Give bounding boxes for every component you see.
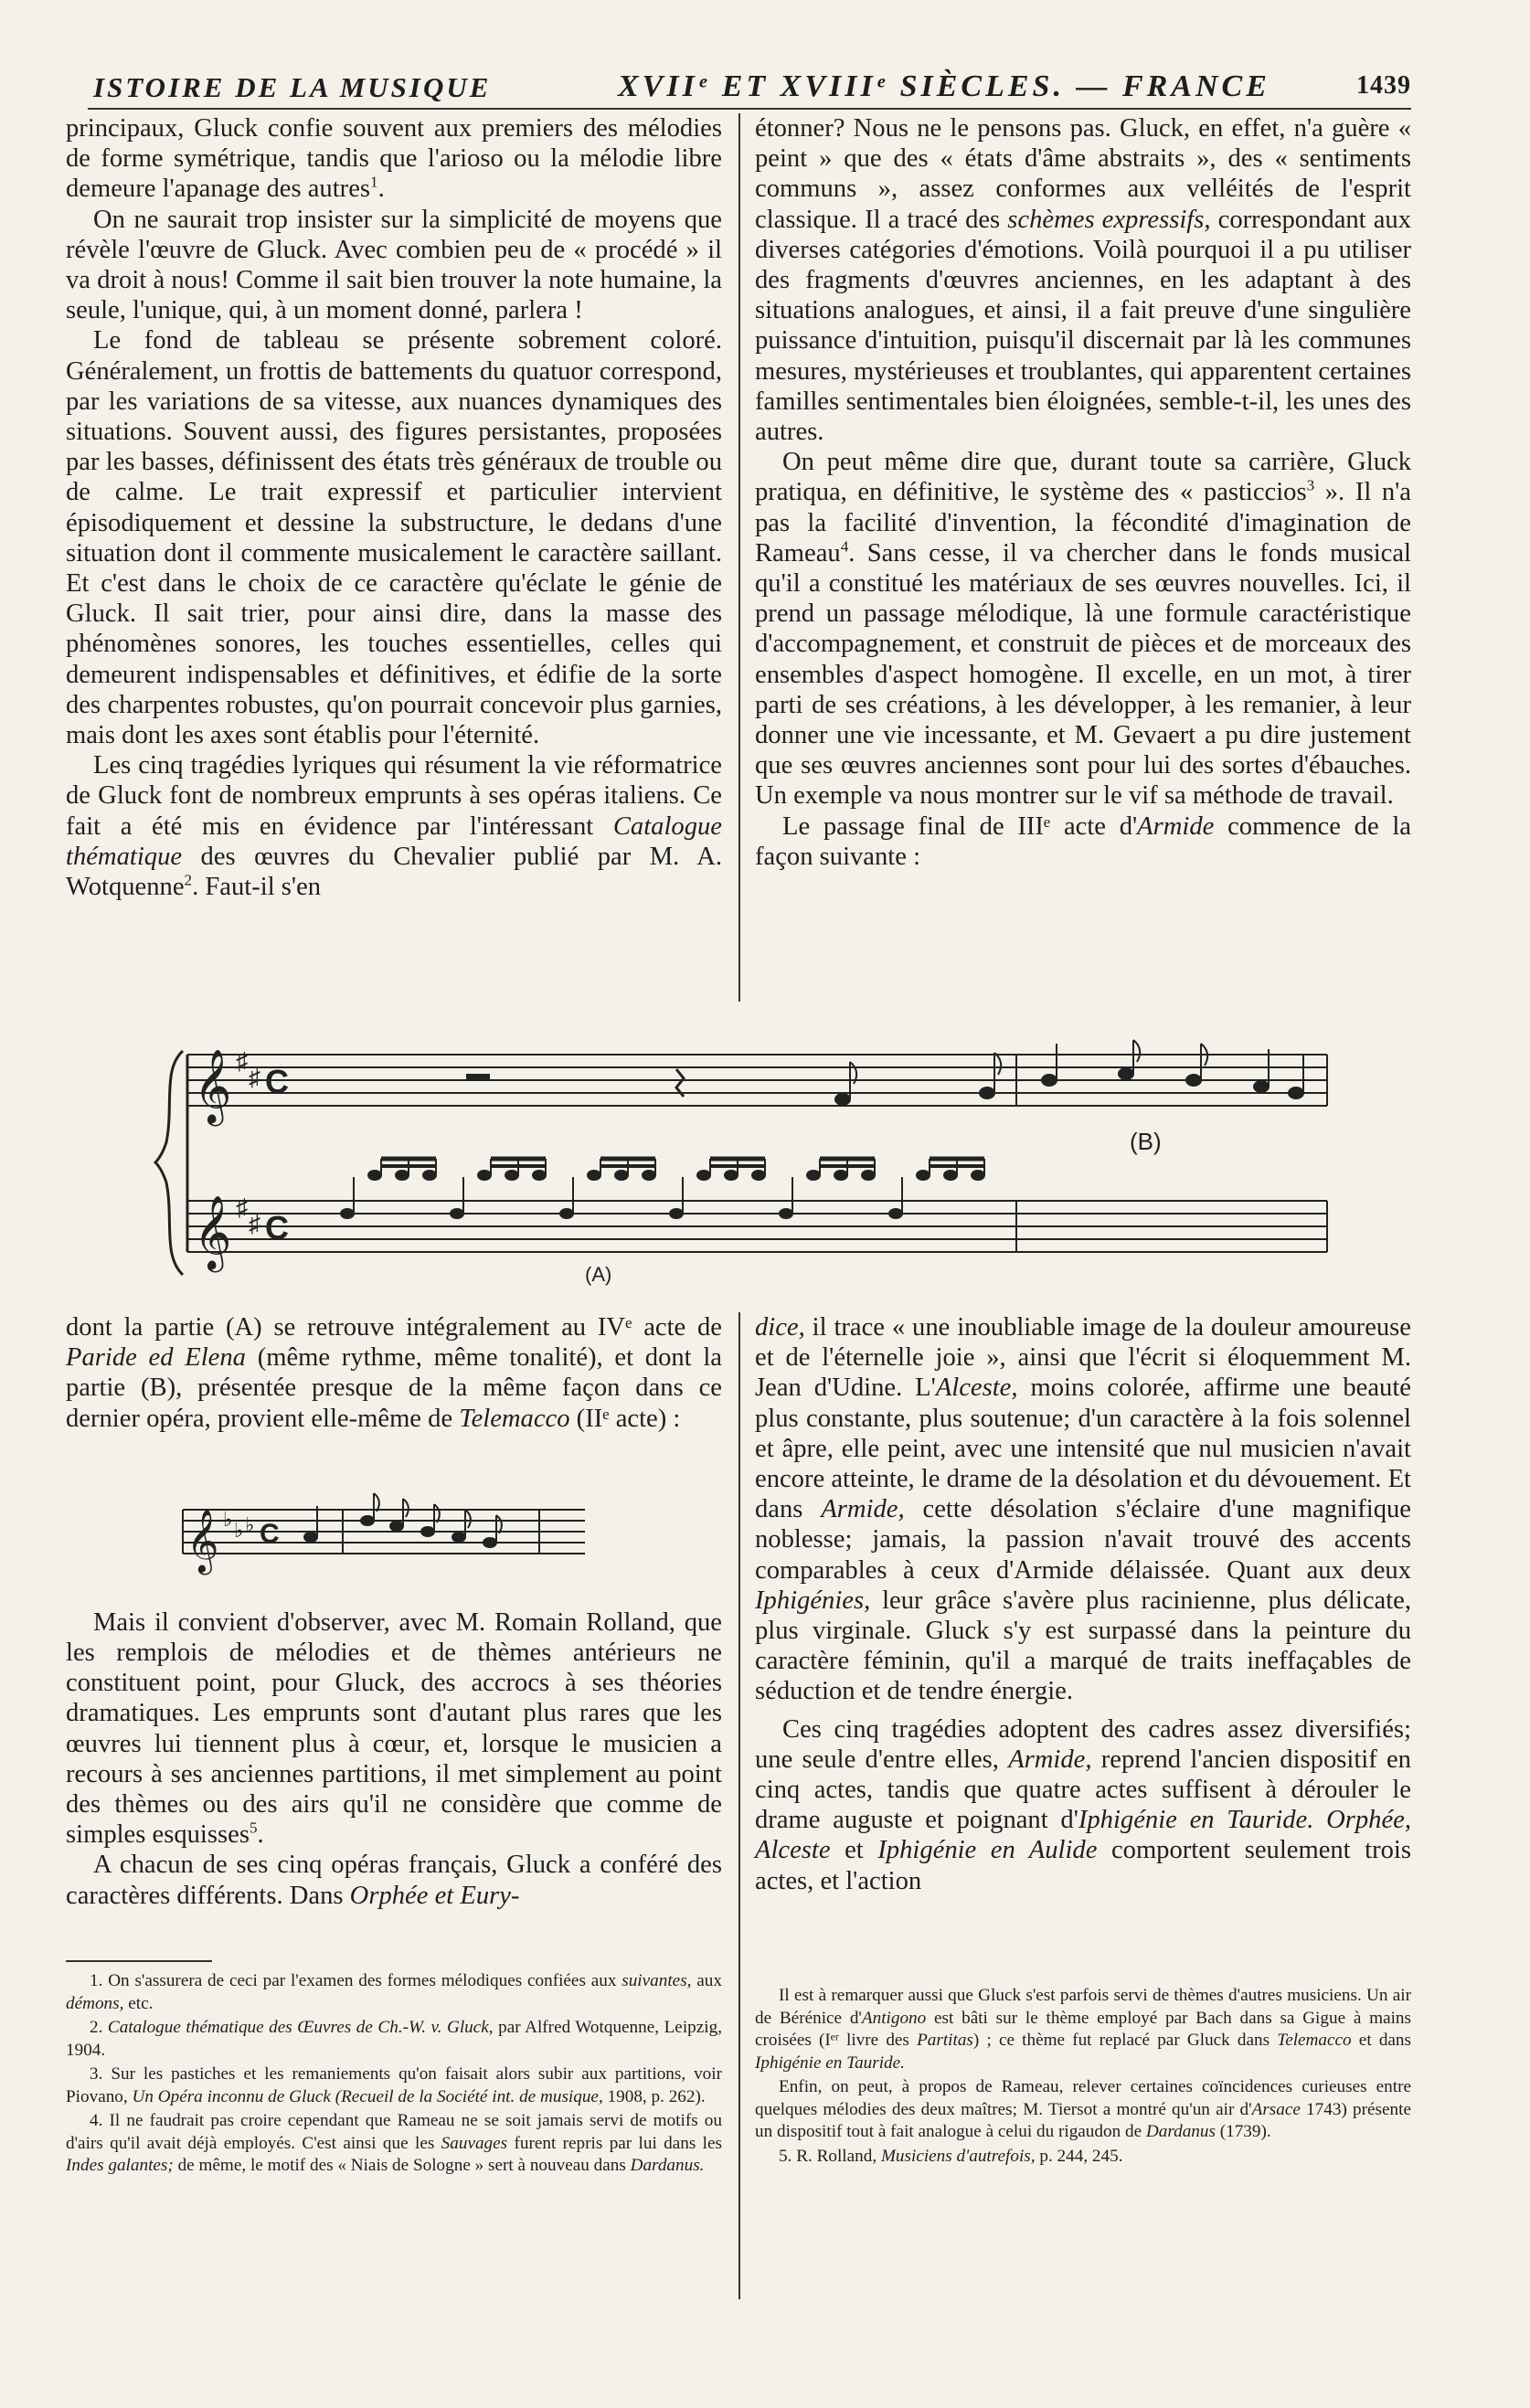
footnote-2: 2. Catalogue thématique des Œuvres de Ch.-W. v. Gluck, par Alfred Wotquenne, Leipzig, 1904. <box>66 2018 722 2060</box>
column-divider-bottom <box>738 1312 740 2299</box>
paragraph: Ces cinq tragédies adoptent des cadres assez diversifiés; une seule d'entre elles, Armide, reprend l'ancien dispositif en cinq actes, tandis que quatre actes suffisent à dérouler le drame auguste et poignant d'Iphigénie en Tauride. Orphée, Alceste et Iphigénie en Aulide comportent seulement trois actes, et l'action <box>755 1714 1411 1895</box>
paragraph: Le fond de tableau se présente sobrement coloré. Généralement, un frottis de battements du quatuor correspond, par les variations de sa vitesse, aux nuances dynamiques des situations. Souvent aussi, des figures persistantes, proposées par les basses, définissent des états très généraux de trouble ou de calme. Le trait expressif et particulier intervient épisodiquement et dessine la substructure, le dedans d'une situation dont il commente musicalement le caractère saillant. Et c'est dans le choix de ce caractère qu'éclate le génie de Gluck. Il sait trier, pour ainsi dire, dans la masse des phénomènes sonores, les touches essentielles, celles qui demeurent indispensables et définitives, et édifie de la sorte des charpentes robustes, qu'on pourrait concevoir plus garnies, mais dont les axes sont établis pour l'éternité. <box>66 326 722 750</box>
svg-text:C: C <box>265 1063 289 1100</box>
paragraph: Les cinq tragédies lyriques qui résument la vie réformatrice de Gluck font de nombreux emprunts à ses opéras italiens. Ce fait a été mis en évidence par l'intéressant Catalogue thématique des œuvres du Chevalier publié par M. A. Wotquenne$^2$. Faut-il s'en <box>66 751 722 902</box>
footnote-5: 5. R. Rolland, Musiciens d'autrefois, p. 244, 245. <box>779 2146 1123 2166</box>
paragraph: A chacun de ses cinq opéras français, Gluck a conféré des caractères différents. Dans Orphée et Eury- <box>66 1851 722 1910</box>
footnotes-right <box>755 1985 1411 2169</box>
svg-text:C: C <box>265 1209 289 1246</box>
svg-text:𝄞: 𝄞 <box>194 1196 232 1268</box>
score-label-a: (A) <box>585 1263 612 1286</box>
footnote-4-continued: Il est à remarquer aussi que Gluck s'est parfois servi de thèmes d'autres musiciens. Un air de Bérénice d'Antigono est bâti sur le thème employé par Bach dans sa Gigue à mains croisées (Iᵉʳ livre des Partitas) ; ce thème fut replacé par Gluck dans Telemacco et dans Iphigénie en Tauride. <box>755 1986 1411 2073</box>
svg-text:♯: ♯ <box>236 1047 248 1075</box>
footnote-4-continued-2: Enfin, on peut, à propos de Rameau, relever certaines coïncidences curieuses entre quelques mélodies des deux maîtres; M. Tiersot a montré qu'un air d'Arsace 1743) présente un dispositif tout à fait analogue à celui du rigaudon de Dardanus (1739). <box>755 2077 1411 2141</box>
svg-text:♯: ♯ <box>236 1193 248 1221</box>
paragraph: étonner? Nous ne le pensons pas. Gluck, en effet, n'a guère « peint » que des « états d'âme abstraits », des « sentiments communs », assez conformes aux velléités de l'esprit classique. Il a tracé des schèmes expressifs, correspondant aux diverses catégories d'émotions. Voilà pourquoi il a pu utiliser des fragments d'œuvres anciennes, en les adaptant à des situations analogues, et ainsi, il a fait preuve d'une singulière puissance d'intuition, puisqu'il discernait par là les communes mesures, mystérieuses et troublantes, qui apparentent certaines familles sentimentales bien éloignées, semble-t-il, les unes des autres. <box>755 114 1412 447</box>
paragraph: Le passage final de IIIᵉ acte d'Armide commence de la façon suivante : <box>755 812 1411 871</box>
footnote-3: 3. Sur les pastiches et les remaniements qu'on faisait alors subir aux partitions, voir Piovano, Un Opéra inconnu de Gluck (Recueil de la Société int. de musique, 1908, p. 262). <box>66 2064 722 2106</box>
svg-text:𝄞: 𝄞 <box>194 1050 232 1121</box>
svg-text:♭: ♭ <box>234 1519 244 1542</box>
score-label-b: (B) <box>1130 1128 1162 1155</box>
svg-text:♯: ♯ <box>249 1210 260 1237</box>
music-example-telemacco <box>174 1490 594 1590</box>
svg-text:♯: ♯ <box>249 1064 260 1091</box>
paragraph: On peut même dire que, durant toute sa carrière, Gluck pratiqua, en définitive, le système des « pasticcios$^3$ ». Il n'a pas la facilité d'invention, la fécondité d'imagination de Rameau$^4$. Sans cesse, il va chercher dans le fonds musical qu'il a constitué les matériaux de ses œuvres nouvelles. Ici, il prend un passage mélodique, là une formule caractéristique d'accompagnement, et construit de pièces et de morceaux des ensembles d'aspect homogène. Il excelle, en un mot, à tirer parti de ses créations, à les développer, à les remanier, à leur donner une vie incessante, et M. Gevaert a pu dire justement que ses œuvres anciennes sont pour lui des sortes d'ébauches. Un exemple va nous montrer sur le vif sa méthode de travail. <box>755 448 1411 811</box>
svg-text:♭: ♭ <box>223 1508 233 1531</box>
column-bottom-right <box>755 1312 1411 1896</box>
footnote-1: 1. On s'assurera de ceci par l'examen des formes mélodiques confiées aux suivantes, aux démons, etc. <box>66 1971 722 2013</box>
paragraph: dont la partie (A) se retrouve intégralement au IVᵉ acte de Paride ed Elena (même rythme, même tonalité), et dont la partie (B), présentée presque de la même façon dans ce dernier opéra, provient elle-même de Telemacco (IIᵉ acte) : <box>66 1313 722 1433</box>
page-number: 1439 <box>1356 71 1411 100</box>
footnote-rule-left <box>66 1960 212 1962</box>
column-bottom-left <box>66 1312 722 1911</box>
header-left-title: ISTOIRE DE LA MUSIQUE <box>93 71 492 103</box>
footnotes-left <box>66 1970 722 2180</box>
header-center-title: XVIIᵉ ET XVIIIᵉ SIÈCLES. — FRANCE <box>618 69 1270 103</box>
paragraph: dice, il trace « une inoubliable image de la douleur amoureuse et de l'éternelle joie », ainsi que l'écrit si éloquemment M. Jean d'Udine. L'Alceste, moins colorée, affirme une beauté plus constante, plus soutenue; d'un caractère à la fois solennel et âpre, elle peint, avec une intensité que nul musicien n'avait encore atteinte, le drame de la désolation et du dévouement. Et dans Armide, cette désolation s'éclaire d'une magnifique noblesse; jamais, la passion n'avait trouvé des accents comparables à ceux d'Armide délaissée. Quant aux deux Iphigénies, leur grâce s'avère plus racinienne, plus délicate, plus virginale. Gluck s'y est surpassé dans la peinture du caractère féminin, qu'il a marqué de traits ineffaçables de séduction et de tendre énergie. <box>755 1313 1411 1706</box>
paragraph: principaux, Gluck confie souvent aux premiers des mélodies de forme symétrique, tandis que l'arioso ou la mélodie libre demeure l'apanage des autres$^1$. <box>66 114 722 204</box>
paragraph: On ne saurait trop insister sur la simplicité de moyens que révèle l'œuvre de Gluck. Avec combien peu de « procédé » il va droit à nous! Comme il sait bien trouver la note humaine, la seule, l'unique, qui, à un moment donné, parlera ! <box>66 205 722 325</box>
paragraph: Mais il convient d'observer, avec M. Romain Rolland, que les remplois de mélodies et de thèmes antérieurs ne constituent point, pour Gluck, des accrocs à ses théories dramatiques. Les emprunts sont d'autant plus rares que les œuvres lui tiennent plus à cœur, et, lorsque le musicien a recours à ses anciennes partitions, il met simplement au point des thèmes ou des airs qu'il ne considère que comme de simples esquisses$^5$. <box>66 1607 722 1850</box>
svg-text:𝄞: 𝄞 <box>186 1510 219 1571</box>
svg-text:♭: ♭ <box>245 1513 255 1536</box>
footnote-4: 4. Il ne faudrait pas croire cependant que Rameau ne se soit jamais servi de motifs ou d'airs qu'il avait déjà employés. C'est ainsi que les Sauvages furent repris par lui dans les Indes galantes; de même, le motif des « Niais de Sologne » sert à nouveau dans Dardanus. <box>66 2111 722 2175</box>
svg-text:C: C <box>260 1519 280 1549</box>
